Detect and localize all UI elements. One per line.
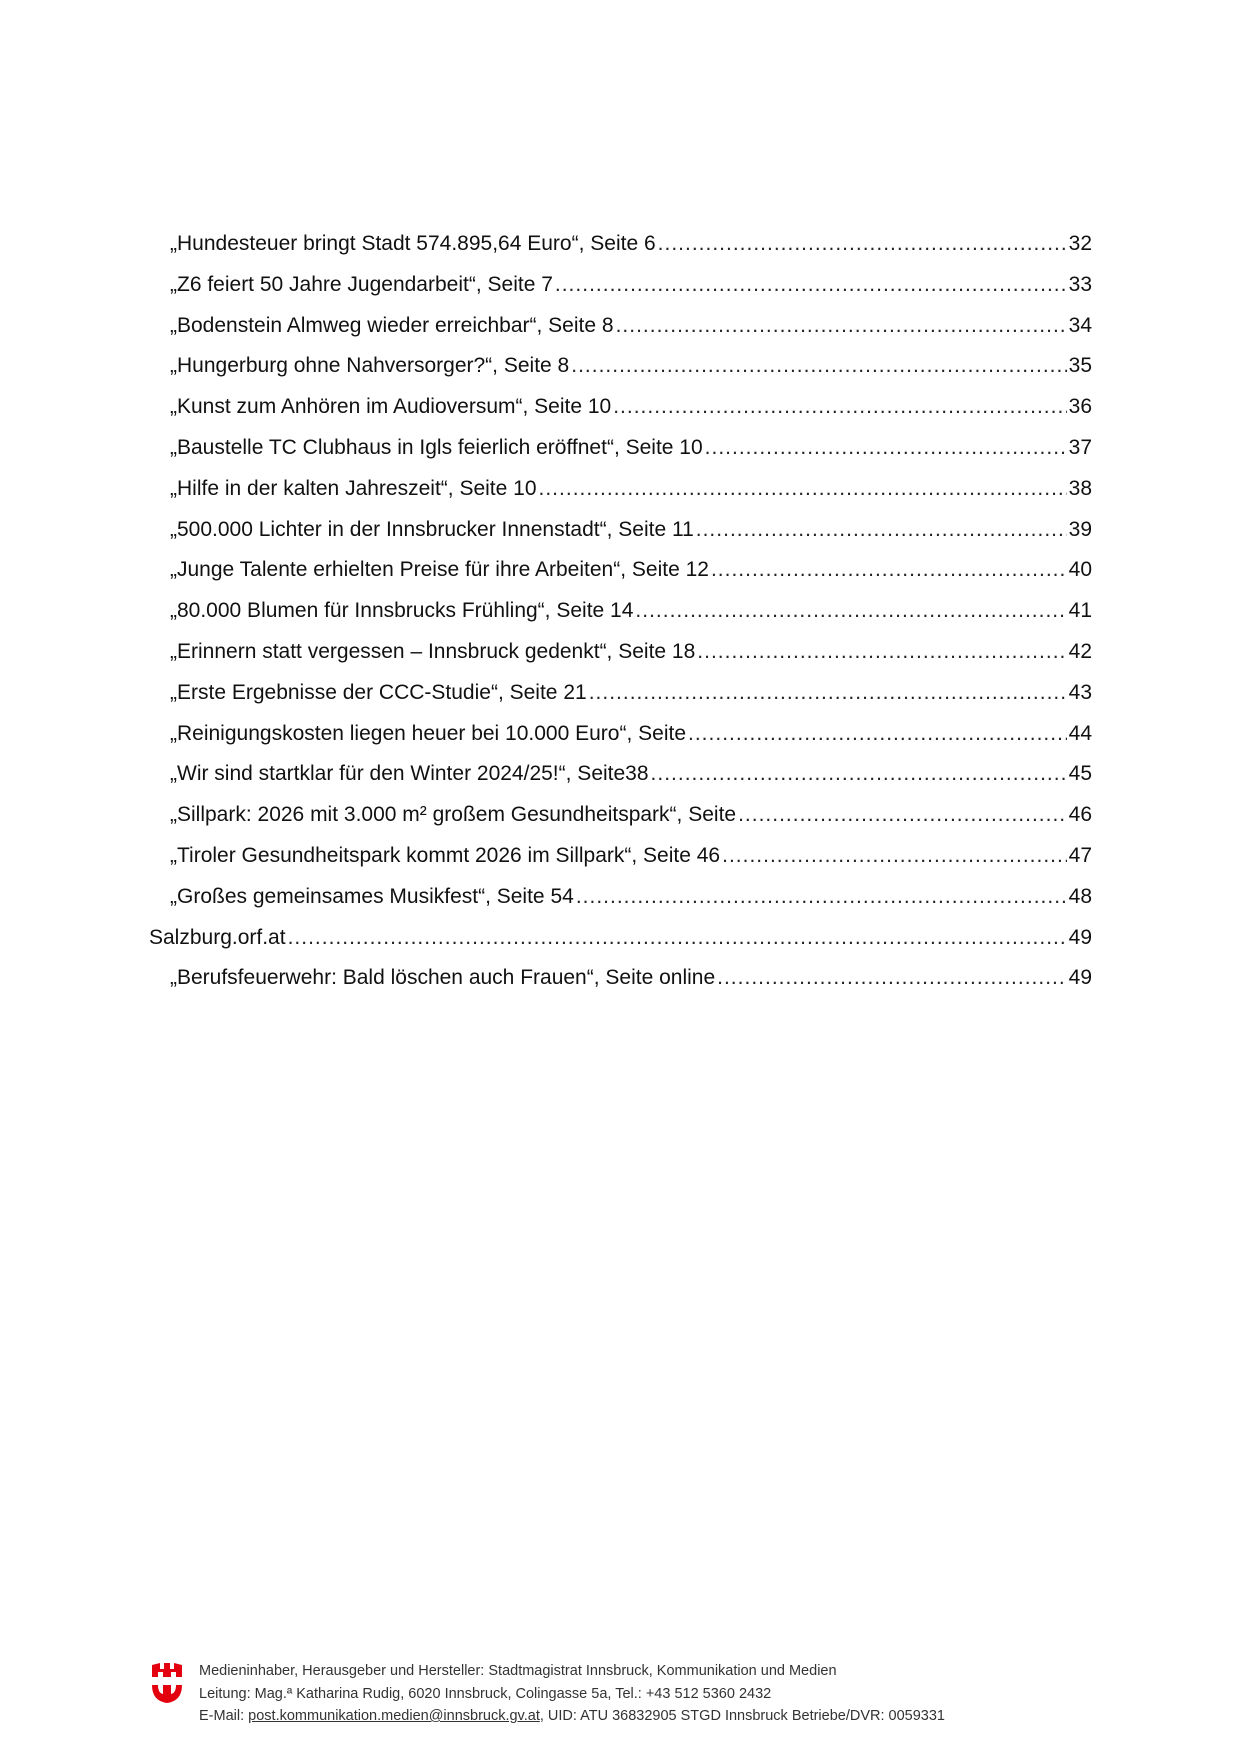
footer-uid: , UID: ATU 36832905 STGD Innsbruck Betriebe/DVR: 0059331 <box>539 1708 945 1724</box>
toc-entry-title: „Hungerburg ohne Nahversorger?“, Seite 8 <box>170 354 570 378</box>
toc-entry[interactable] <box>149 558 1092 599</box>
toc-entry[interactable] <box>149 354 1092 395</box>
toc-entry[interactable] <box>149 803 1092 844</box>
toc-entry-page: 44 <box>1068 721 1092 745</box>
toc-entry-title: „Kunst zum Anhören im Audioversum“, Seite 10 <box>170 395 612 419</box>
toc-entry-title: „Hundesteuer bringt Stadt 574.895,64 Euro“, Seite 6 <box>170 232 656 255</box>
toc-entry-page: 32 <box>1068 232 1092 255</box>
toc-entry-page: 49 <box>1068 925 1092 949</box>
footer-contact <box>199 1705 945 1728</box>
toc-entry-title: „Tiroler Gesundheitspark kommt 2026 im Sillpark“, Seite 46 <box>170 843 721 867</box>
toc-entry-page: 48 <box>1068 884 1092 908</box>
toc-entry-page: 36 <box>1068 395 1092 419</box>
toc-entry[interactable] <box>149 232 1092 273</box>
toc-dot-leader <box>589 681 1067 705</box>
email-link[interactable]: post.kommunikation.medien@innsbruck.gv.at <box>248 1708 540 1724</box>
toc-entry-title: „Großes gemeinsames Musikfest“, Seite 54 <box>170 884 574 908</box>
toc-entry-page: 41 <box>1068 599 1092 623</box>
toc-dot-leader <box>288 926 1067 950</box>
toc-entry-title: „Berufsfeuerwehr: Bald löschen auch Frauen“, Seite online <box>170 966 716 990</box>
toc-entry-page: 40 <box>1068 558 1092 582</box>
toc-dot-leader <box>696 518 1067 542</box>
toc-entry-page: 49 <box>1068 966 1092 990</box>
toc-entry-title: „80.000 Blumen für Innsbrucks Frühling“, Seite 14 <box>170 599 634 623</box>
toc-dot-leader <box>688 722 1067 746</box>
toc-entry-title: „Z6 feiert 50 Jahre Jugendarbeit“, Seite 7 <box>170 272 553 296</box>
footer-publisher: Medieninhaber, Herausgeber und Hersteller: Stadtmagistrat Innsbruck, Kommunikation und Medien <box>199 1663 837 1679</box>
toc-entry-title: „500.000 Lichter in der Innsbrucker Innenstadt“, Seite 11 <box>170 517 694 541</box>
toc-entry[interactable] <box>149 844 1092 885</box>
toc-entry[interactable] <box>149 518 1092 559</box>
toc-dot-leader <box>658 232 1067 256</box>
table-of-contents <box>149 232 1092 1007</box>
toc-dot-leader <box>555 273 1067 297</box>
footer-text <box>199 1660 945 1728</box>
toc-entry-title: „Hilfe in der kalten Jahreszeit“, Seite 10 <box>170 476 537 500</box>
toc-dot-leader <box>722 844 1067 868</box>
toc-dot-leader <box>651 762 1067 786</box>
toc-entry[interactable] <box>149 314 1092 355</box>
toc-entry-page: 34 <box>1068 313 1092 337</box>
toc-entry[interactable] <box>149 966 1092 1007</box>
toc-entry-page: 39 <box>1068 517 1092 541</box>
toc-dot-leader <box>717 966 1067 990</box>
toc-entry-title: Salzburg.orf.at <box>149 925 286 949</box>
toc-entry-page: 42 <box>1068 639 1092 663</box>
toc-dot-leader <box>571 354 1066 378</box>
toc-dot-leader <box>635 599 1066 623</box>
toc-dot-leader <box>613 395 1066 419</box>
email-label: E-Mail: <box>199 1708 249 1724</box>
toc-dot-leader <box>705 436 1067 460</box>
toc-entry-page: 47 <box>1068 843 1092 867</box>
toc-entry[interactable] <box>149 885 1092 926</box>
toc-dot-leader <box>697 640 1066 664</box>
toc-entry[interactable] <box>149 926 1092 967</box>
footer-management: Leitung: Mag.ª Katharina Rudig, 6020 Innsbruck, Colingasse 5a, Tel.: +43 512 5360 2432 <box>199 1685 772 1702</box>
toc-entry[interactable] <box>149 681 1092 722</box>
toc-entry[interactable] <box>149 722 1092 763</box>
toc-entry[interactable] <box>149 436 1092 477</box>
toc-entry-page: 46 <box>1068 803 1092 827</box>
toc-entry-title: „Baustelle TC Clubhaus in Igls feierlich eröffnet“, Seite 10 <box>170 435 703 459</box>
toc-entry[interactable] <box>149 599 1092 640</box>
toc-entry-page: 38 <box>1068 476 1092 500</box>
toc-entry-title: „Reinigungskosten liegen heuer bei 10.000 Euro“, Seite <box>170 721 687 745</box>
toc-entry-title: „Sillpark: 2026 mit 3.000 m² großem Gesundheitspark“, Seite <box>170 803 737 827</box>
toc-dot-leader <box>576 885 1067 909</box>
toc-entry[interactable] <box>149 640 1092 681</box>
toc-entry-title: „Junge Talente erhielten Preise für ihre Arbeiten“, Seite 12 <box>170 558 709 582</box>
toc-dot-leader <box>738 803 1067 827</box>
toc-entry-page: 35 <box>1068 354 1092 378</box>
toc-entry-title: „Bodenstein Almweg wieder erreichbar“, Seite 8 <box>170 313 614 337</box>
toc-dot-leader <box>539 477 1067 501</box>
toc-entry-page: 33 <box>1068 272 1092 296</box>
toc-entry-title: „Wir sind startklar für den Winter 2024/25!“, Seite38 <box>170 762 649 786</box>
toc-entry-page: 43 <box>1068 680 1092 704</box>
toc-dot-leader <box>711 558 1067 582</box>
toc-entry-page: 45 <box>1068 762 1092 786</box>
toc-entry[interactable] <box>149 273 1092 314</box>
toc-entry-page: 37 <box>1068 435 1092 459</box>
toc-entry-title: „Erste Ergebnisse der CCC-Studie“, Seite 21 <box>170 680 587 704</box>
toc-entry[interactable] <box>149 395 1092 436</box>
toc-entry[interactable] <box>149 762 1092 803</box>
toc-entry-title: „Erinnern statt vergessen – Innsbruck gedenkt“, Seite 18 <box>170 639 696 663</box>
toc-entry[interactable] <box>149 477 1092 518</box>
innsbruck-logo-icon <box>151 1663 183 1705</box>
toc-dot-leader <box>616 314 1067 338</box>
